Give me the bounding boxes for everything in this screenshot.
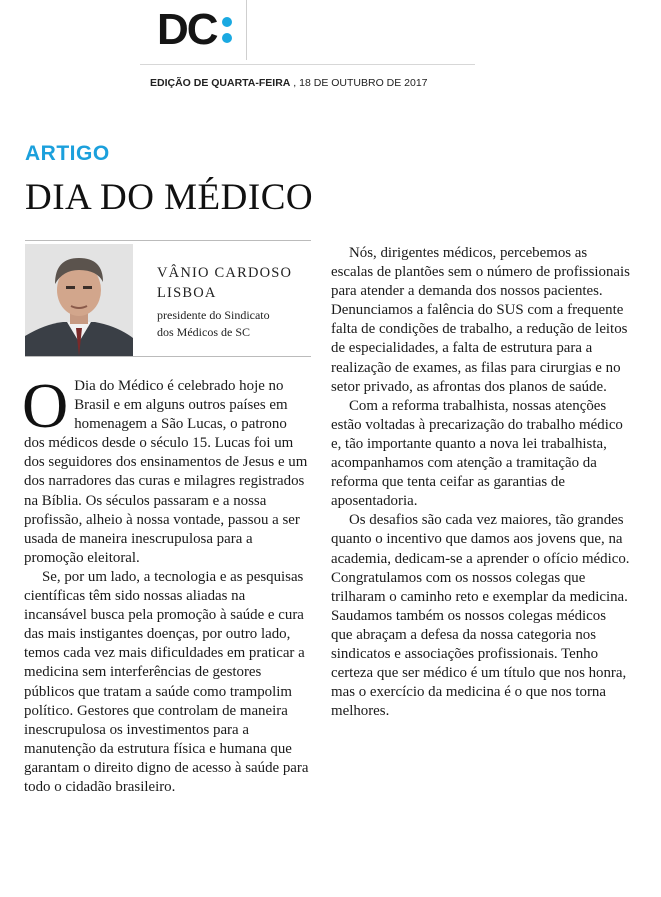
edition-day: EDIÇÃO DE QUARTA-FEIRA (150, 77, 291, 89)
author-name (157, 263, 317, 303)
dc-logo (157, 5, 232, 54)
paragraph-2: Se, por um lado, a tecnologia e as pesquisas científicas têm sido nossas aliadas na incansável busca pela promoção à saúde e cura das mais instigantes doenças, por outro lado, temos cada vez mais dificuldades em praticar a medicina sem interferências de gestores públicos que tratam a saúde como trampolim político. Gestores que controlam de maneira inescrupulosa os investimentos para a manutenção da estrutura física e humana que garantam o direito digno de acesso à saúde para todo o cidadão brasileiro. (24, 568, 309, 795)
author-rule-bottom (25, 356, 311, 357)
header-divider (246, 0, 247, 60)
paragraph-1-text: Dia do Médico é celebrado hoje no Brasil e em alguns outros países em homenagem a São Lucas, o patrono dos médicos desde o século 15. Lucas foi um dos seguidores dos ensinamentos de Jesus e um dos narradores das curas e milagres registrados na Bíblia. Os séculos passaram e a nossa profissão, alheio à nossa vontade, passou a ser usada de maneira inescrupulosa para a promoção eleitoral. (24, 378, 308, 566)
author-role (157, 307, 307, 341)
author-name-line2: LISBOA (157, 285, 217, 301)
logo-text: DC (157, 5, 217, 54)
author-rule-top (25, 240, 311, 241)
article-column-right (331, 244, 631, 721)
paragraph-3: Nós, dirigentes médicos, percebemos as escalas de plantões sem o número de profissionais para atender a demanda dos nossos pacientes. Denunciamos a falência do SUS com a frequente falta de condições de trabalho, a redução de leitos de especialidades, a falta de estrutura para a realização de exames, as filas para cirurgias e no setor privado, as afrontas dos planos de saúde. (331, 245, 630, 395)
paragraph-4: Com a reforma trabalhista, nossas atenções estão voltadas à precarização do trabalho médico e, tão importante quanto a nova lei trabalhista, acompanhamos com atenção a tramitação da reforma que tenta ceifar as garantias de aposentadoria. (331, 397, 623, 510)
author-name-line1: VÂNIO CARDOSO (157, 265, 293, 281)
paragraph-1 (22, 370, 311, 568)
section-label: ARTIGO (25, 142, 110, 165)
logo-colon-icon (222, 17, 232, 43)
author-photo (25, 244, 133, 356)
header-rule (140, 64, 475, 65)
drop-cap: O (22, 370, 69, 441)
author-role-line1: presidente do Sindicato (157, 308, 270, 322)
edition-line (150, 77, 428, 89)
paragraph-5: Os desafios são cada vez maiores, tão grandes quanto o incentivo que damos aos jovens que, na academia, dedicam-se a aprender o ofício médico. Congratulamos com os nossos colegas que trilharam o caminho reto e exemplar da medicina. Saudamos também os nossos colegas médicos que abraçam a defesa da nossa categoria nos sindicatos e associações profissionais. Tenho certeza que ser médico é um título que nos honra, mas o exercício da medicina é o que nos torna melhores. (331, 512, 630, 720)
article-column-left (22, 370, 311, 797)
article-title: DIA DO MÉDICO (25, 177, 314, 218)
author-role-line2: dos Médicos de SC (157, 325, 250, 339)
edition-date: , 18 DE OUTUBRO DE 2017 (290, 77, 428, 89)
